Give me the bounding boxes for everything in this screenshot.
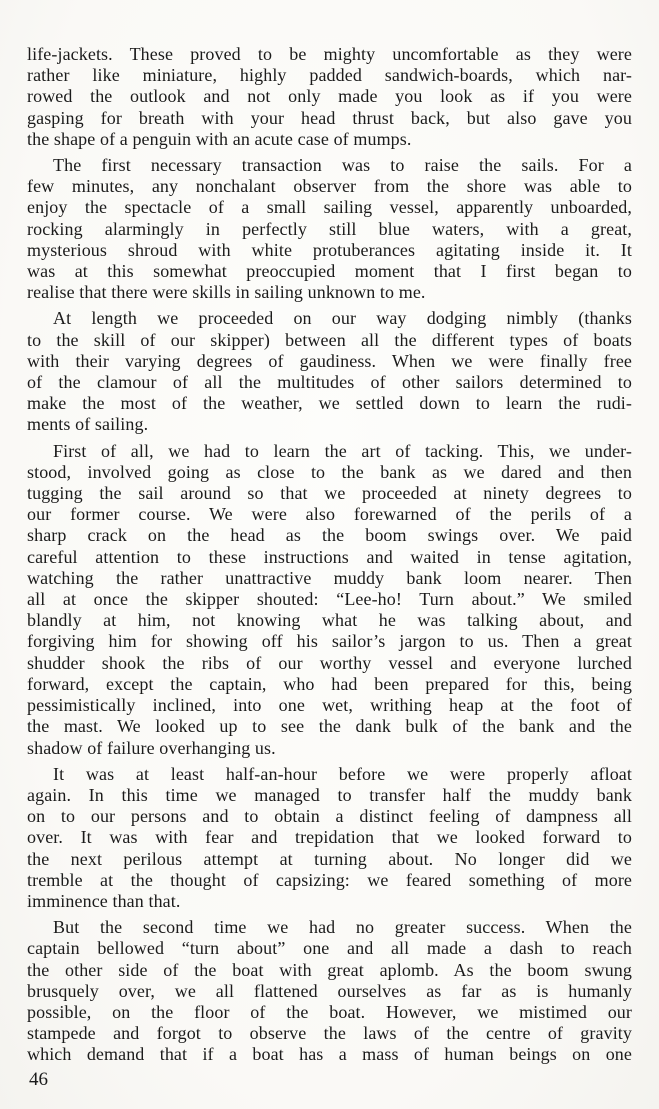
text-line: the next perilous attempt at turning about. No longer did we <box>27 848 632 869</box>
text-line: rather like miniature, highly padded sandwich-boards, which nar- <box>27 65 632 86</box>
text-line: with their varying degrees of gaudiness. When we were finally free <box>27 350 632 371</box>
text-line: to the skill of our skipper) between all the different types of boats <box>27 329 632 350</box>
text-line: forward, except the captain, who had been prepared for this, being <box>27 673 632 694</box>
paragraph <box>27 441 632 759</box>
text-line: watching the rather unattractive muddy bank loom nearer. Then <box>27 567 632 588</box>
text-line: tremble at the thought of capsizing: we feared something of more <box>27 869 632 890</box>
text-line: the other side of the boat with great aplomb. As the boom swung <box>27 959 632 980</box>
text-line: again. In this time we managed to transfer half the muddy bank <box>27 784 632 805</box>
text-line: over. It was with fear and trepidation that we looked forward to <box>27 827 632 848</box>
text-line: which demand that if a boat has a mass of human beings on one <box>27 1044 632 1065</box>
text-line: mysterious shroud with white protuberances agitating inside it. It <box>27 239 632 260</box>
text-line: But the second time we had no greater success. When the <box>53 917 632 938</box>
text-line: our former course. We were also forewarned of the perils of a <box>27 504 632 525</box>
text-line: pessimistically inclined, into one wet, writhing heap at the foot of <box>27 695 632 716</box>
text-line: make the most of the weather, we settled down to learn the rudi- <box>27 393 632 414</box>
text-line: forgiving him for showing off his sailor’s jargon to us. Then a great <box>27 631 632 652</box>
text-line: careful attention to these instructions and waited in tense agitation, <box>27 546 632 567</box>
text-line: tugging the sail around so that we proceeded at ninety degrees to <box>27 483 632 504</box>
text-line: life-jackets. These proved to be mighty uncomfortable as they were <box>27 44 632 64</box>
text-line: rowed the outlook and not only made you look as if you were <box>27 86 632 107</box>
text-line: stood, involved going as close to the bank as we dared and then <box>27 461 632 482</box>
text-line: shadow of failure overhanging us. <box>27 737 276 758</box>
text-line: imminence than that. <box>27 890 181 911</box>
text-line: First of all, we had to learn the art of tacking. This, we under- <box>53 440 632 461</box>
text-line: possible, on the floor of the boat. However, we mistimed our <box>27 1001 632 1022</box>
text-line: all at once the skipper shouted: “Lee-ho! Turn about.” We smiled <box>27 589 632 610</box>
text-line: realise that there were skills in sailing unknown to me. <box>27 282 426 303</box>
text-line: gasping for breath with your head thrust back, but also gave you <box>27 107 632 128</box>
text-line: enjoy the spectacle of a small sailing vessel, apparently unboarded, <box>27 197 632 218</box>
text-line: The first necessary transaction was to raise the sails. For a <box>53 155 632 176</box>
paragraph <box>27 917 632 1065</box>
text-line: the mast. We looked up to see the dank bulk of the bank and the <box>27 716 632 737</box>
text-line: captain bellowed “turn about” one and all made a dash to reach <box>27 938 632 959</box>
text-line: the shape of a penguin with an acute case of mumps. <box>27 128 412 149</box>
text-line: At length we proceeded on our way dodging nimbly (thanks <box>53 308 632 329</box>
text-line: It was at least half-an-hour before we were properly afloat <box>53 763 632 784</box>
text-line: on to our persons and to obtain a distinct feeling of dampness all <box>27 806 632 827</box>
page-text <box>27 44 632 1066</box>
text-line: was at this somewhat preoccupied moment that I first began to <box>27 261 632 282</box>
paragraph <box>27 764 632 912</box>
text-line: stampede and forgot to observe the laws of the centre of gravity <box>27 1023 632 1044</box>
text-line: of the clamour of all the multitudes of other sailors determined to <box>27 372 632 393</box>
text-line: brusquely over, we all flattened ourselves as far as is humanly <box>27 980 632 1001</box>
paragraph <box>27 155 632 303</box>
text-line: ments of sailing. <box>27 414 149 435</box>
paragraph <box>27 44 632 150</box>
page-number: 46 <box>29 1069 48 1090</box>
text-line: rocking alarmingly in perfectly still blue waters, with a great, <box>27 218 632 239</box>
text-line: few minutes, any nonchalant observer from the shore was able to <box>27 176 632 197</box>
text-line: blandly at him, not knowing what he was talking about, and <box>27 610 632 631</box>
paragraph <box>27 308 632 435</box>
text-line: sharp crack on the head as the boom swings over. We paid <box>27 525 632 546</box>
text-line: shudder shook the ribs of our worthy vessel and everyone lurched <box>27 652 632 673</box>
